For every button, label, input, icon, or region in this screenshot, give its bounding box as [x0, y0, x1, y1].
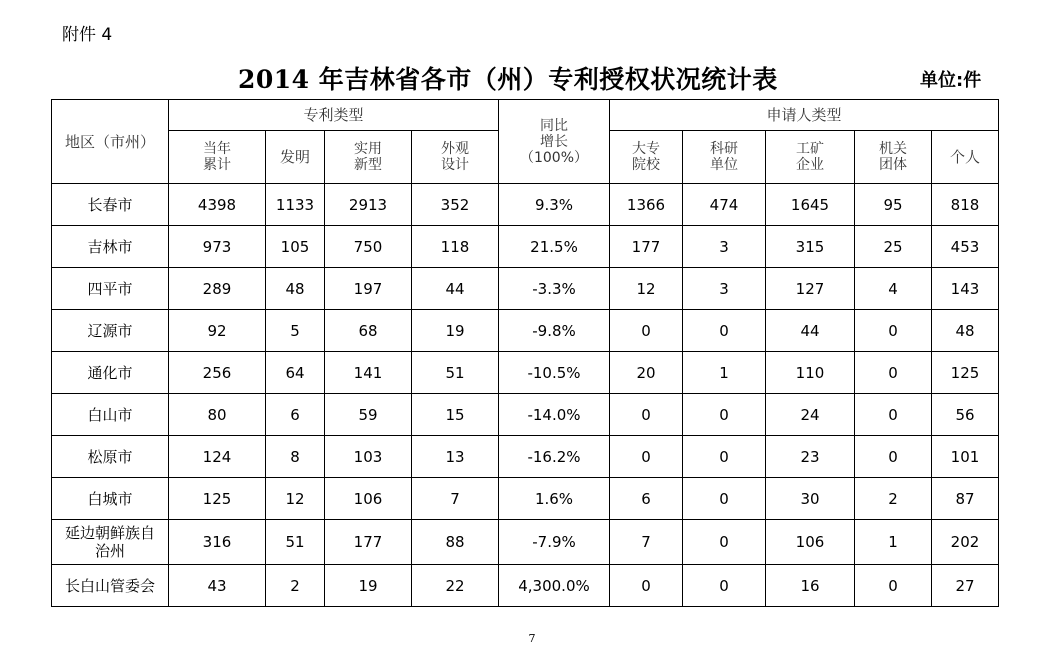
- region-cell: 吉林市: [52, 226, 169, 268]
- table-row: [52, 310, 999, 352]
- value-cell: 68: [325, 310, 412, 352]
- value-cell: 64: [266, 352, 325, 394]
- value-cell: 13: [412, 436, 499, 478]
- value-cell: 127: [766, 268, 855, 310]
- header-colleges: [610, 131, 683, 184]
- region-cell: 延边朝鲜族自治州: [52, 520, 169, 565]
- table-row: [52, 184, 999, 226]
- header-yoy-line3: （100%）: [519, 149, 589, 166]
- value-cell: 1366: [610, 184, 683, 226]
- value-cell: 106: [766, 520, 855, 565]
- value-cell: 92: [169, 310, 266, 352]
- value-cell: 9.3%: [499, 184, 610, 226]
- region-cell: 白城市: [52, 478, 169, 520]
- value-cell: -9.8%: [499, 310, 610, 352]
- value-cell: 177: [610, 226, 683, 268]
- value-cell: 6: [610, 478, 683, 520]
- value-cell: 202: [932, 520, 999, 565]
- header-line: 大专: [632, 141, 660, 157]
- header-line: 个人: [949, 148, 980, 166]
- value-cell: 818: [932, 184, 999, 226]
- value-cell: 1.6%: [499, 478, 610, 520]
- table-row: [52, 352, 999, 394]
- value-cell: 143: [932, 268, 999, 310]
- value-cell: 3: [683, 226, 766, 268]
- value-cell: 0: [683, 565, 766, 607]
- table-row: [52, 436, 999, 478]
- value-cell: 316: [169, 520, 266, 565]
- value-cell: 973: [169, 226, 266, 268]
- header-line: 设计: [441, 157, 469, 173]
- value-cell: 1645: [766, 184, 855, 226]
- value-cell: 474: [683, 184, 766, 226]
- value-cell: 0: [855, 436, 932, 478]
- value-cell: 0: [855, 394, 932, 436]
- header-cumulative: [169, 131, 266, 184]
- value-cell: 2: [855, 478, 932, 520]
- header-line: 院校: [632, 157, 660, 173]
- value-cell: 0: [683, 478, 766, 520]
- value-cell: 59: [325, 394, 412, 436]
- value-cell: 197: [325, 268, 412, 310]
- value-cell: 0: [610, 310, 683, 352]
- header-line: 机关: [879, 141, 907, 157]
- header-applicant-type: 申请人类型: [610, 100, 999, 131]
- header-line: 当年: [203, 141, 231, 157]
- region-cell: 白山市: [52, 394, 169, 436]
- header-line: 发明: [279, 148, 310, 166]
- value-cell: 44: [766, 310, 855, 352]
- value-cell: 88: [412, 520, 499, 565]
- header-region: 地区（市州）: [52, 100, 169, 184]
- header-design: [412, 131, 499, 184]
- value-cell: 3: [683, 268, 766, 310]
- value-cell: 1: [855, 520, 932, 565]
- value-cell: 7: [610, 520, 683, 565]
- header-yoy-line1: 同比: [540, 117, 568, 134]
- value-cell: 0: [610, 394, 683, 436]
- table-body: [52, 184, 999, 607]
- value-cell: -10.5%: [499, 352, 610, 394]
- value-cell: 0: [610, 565, 683, 607]
- region-cell: 通化市: [52, 352, 169, 394]
- header-invention: [266, 131, 325, 184]
- value-cell: 103: [325, 436, 412, 478]
- value-cell: 2: [266, 565, 325, 607]
- value-cell: 118: [412, 226, 499, 268]
- value-cell: 0: [683, 310, 766, 352]
- table-row: [52, 565, 999, 607]
- region-cell: 辽源市: [52, 310, 169, 352]
- region-cell: 长白山管委会: [52, 565, 169, 607]
- value-cell: 2913: [325, 184, 412, 226]
- value-cell: 110: [766, 352, 855, 394]
- page-title: 2014 年吉林省各市（州）专利授权状况统计表: [238, 65, 778, 94]
- header-line: 单位: [710, 157, 738, 173]
- value-cell: 0: [855, 310, 932, 352]
- value-cell: 4398: [169, 184, 266, 226]
- table-row: [52, 394, 999, 436]
- header-line: 新型: [354, 157, 382, 173]
- value-cell: 51: [266, 520, 325, 565]
- header-patent-type: 专利类型: [169, 100, 499, 131]
- value-cell: 95: [855, 184, 932, 226]
- table-row: [52, 226, 999, 268]
- header-yoy-growth: [499, 100, 610, 184]
- value-cell: -16.2%: [499, 436, 610, 478]
- value-cell: 48: [932, 310, 999, 352]
- value-cell: 0: [610, 436, 683, 478]
- header-individuals: [932, 131, 999, 184]
- region-cell: 长春市: [52, 184, 169, 226]
- attachment-label: 附件 4: [62, 25, 113, 45]
- table-row: [52, 268, 999, 310]
- header-yoy-line2: 增长: [540, 133, 568, 150]
- header-utility-model: [325, 131, 412, 184]
- value-cell: 289: [169, 268, 266, 310]
- value-cell: 352: [412, 184, 499, 226]
- value-cell: 21.5%: [499, 226, 610, 268]
- value-cell: 8: [266, 436, 325, 478]
- value-cell: 19: [412, 310, 499, 352]
- value-cell: 101: [932, 436, 999, 478]
- header-line: 累计: [203, 157, 231, 173]
- value-cell: 125: [169, 478, 266, 520]
- value-cell: 315: [766, 226, 855, 268]
- value-cell: 87: [932, 478, 999, 520]
- page-number: 7: [528, 632, 536, 645]
- value-cell: 5: [266, 310, 325, 352]
- header-research-units: [683, 131, 766, 184]
- patent-statistics-table: [51, 99, 999, 607]
- value-cell: 106: [325, 478, 412, 520]
- value-cell: 48: [266, 268, 325, 310]
- header-row-1: [52, 100, 999, 131]
- value-cell: 30: [766, 478, 855, 520]
- value-cell: 141: [325, 352, 412, 394]
- value-cell: 16: [766, 565, 855, 607]
- region-cell: 四平市: [52, 268, 169, 310]
- value-cell: -14.0%: [499, 394, 610, 436]
- table-row: [52, 478, 999, 520]
- table-row: [52, 520, 999, 565]
- value-cell: 12: [610, 268, 683, 310]
- value-cell: 19: [325, 565, 412, 607]
- region-cell: 松原市: [52, 436, 169, 478]
- value-cell: 7: [412, 478, 499, 520]
- value-cell: 12: [266, 478, 325, 520]
- header-line: 外观: [441, 141, 469, 157]
- value-cell: -7.9%: [499, 520, 610, 565]
- header-line: 实用: [354, 141, 382, 157]
- header-line: 工矿: [796, 141, 824, 157]
- value-cell: 4: [855, 268, 932, 310]
- value-cell: 750: [325, 226, 412, 268]
- header-institutions: [855, 131, 932, 184]
- value-cell: 105: [266, 226, 325, 268]
- header-line: 企业: [796, 157, 824, 173]
- value-cell: -3.3%: [499, 268, 610, 310]
- value-cell: 1133: [266, 184, 325, 226]
- value-cell: 177: [325, 520, 412, 565]
- value-cell: 51: [412, 352, 499, 394]
- value-cell: 23: [766, 436, 855, 478]
- value-cell: 20: [610, 352, 683, 394]
- unit-label: 单位:件: [920, 70, 982, 91]
- value-cell: 1: [683, 352, 766, 394]
- header-enterprises: [766, 131, 855, 184]
- header-line: 科研: [710, 141, 738, 157]
- value-cell: 0: [855, 352, 932, 394]
- value-cell: 453: [932, 226, 999, 268]
- value-cell: 43: [169, 565, 266, 607]
- value-cell: 125: [932, 352, 999, 394]
- value-cell: 256: [169, 352, 266, 394]
- value-cell: 124: [169, 436, 266, 478]
- value-cell: 0: [683, 436, 766, 478]
- value-cell: 44: [412, 268, 499, 310]
- value-cell: 25: [855, 226, 932, 268]
- value-cell: 80: [169, 394, 266, 436]
- value-cell: 0: [683, 394, 766, 436]
- value-cell: 56: [932, 394, 999, 436]
- value-cell: 15: [412, 394, 499, 436]
- value-cell: 27: [932, 565, 999, 607]
- value-cell: 6: [266, 394, 325, 436]
- value-cell: 0: [683, 520, 766, 565]
- value-cell: 24: [766, 394, 855, 436]
- value-cell: 4,300.0%: [499, 565, 610, 607]
- header-line: 团体: [879, 157, 907, 173]
- value-cell: 0: [855, 565, 932, 607]
- value-cell: 22: [412, 565, 499, 607]
